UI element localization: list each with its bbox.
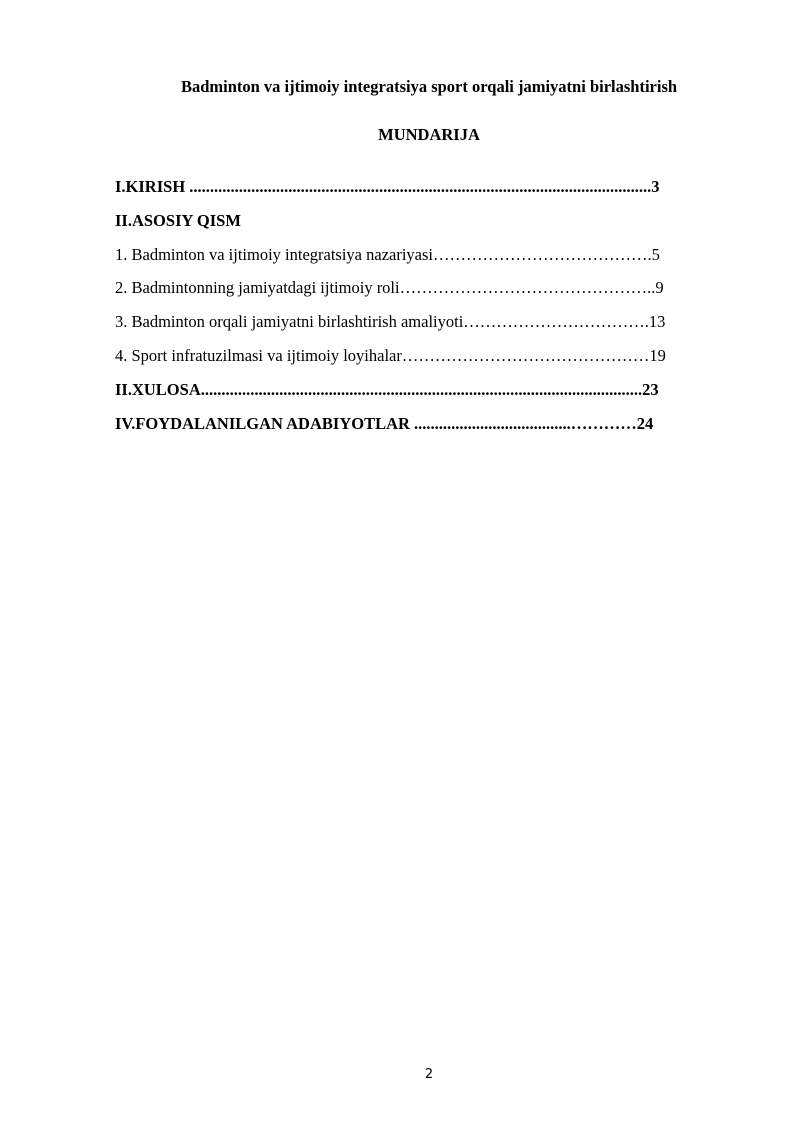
toc-heading: MUNDARIJA bbox=[378, 125, 480, 144]
table-of-contents bbox=[115, 176, 745, 446]
toc-entry-xulosa: II.XULOSA...........................................................................................................23 bbox=[115, 379, 659, 399]
toc-entry-adabiyotlar: IV.FOYDALANILGAN ADABIYOTLAR ......................................…………24 bbox=[115, 413, 654, 433]
document-title: Badminton va ijtimoiy integratsiya sport orqali jamiyatni birlashtirish bbox=[180, 77, 678, 96]
toc-entry-section-3: 3. Badminton orqali jamiyatni birlashtirish amaliyoti…………………………….13 bbox=[115, 312, 666, 332]
toc-entry-section-4: 4. Sport infratuzilmasi va ijtimoiy loyihalar………………………………………19 bbox=[115, 345, 666, 365]
toc-entry-section-1: 1. Badminton va ijtimoiy integratsiya nazariyasi………………………………….5 bbox=[115, 244, 660, 264]
toc-entry-asosiy-qism: II.ASOSIY QISM bbox=[115, 210, 241, 230]
toc-entry-section-2: 2. Badmintonning jamiyatdagi ijtimoiy roli………………………………………..9 bbox=[115, 278, 664, 298]
toc-entry-kirish: I.KIRISH ................................................................................................................3 bbox=[115, 177, 660, 196]
page-number: 2 bbox=[424, 1067, 434, 1082]
